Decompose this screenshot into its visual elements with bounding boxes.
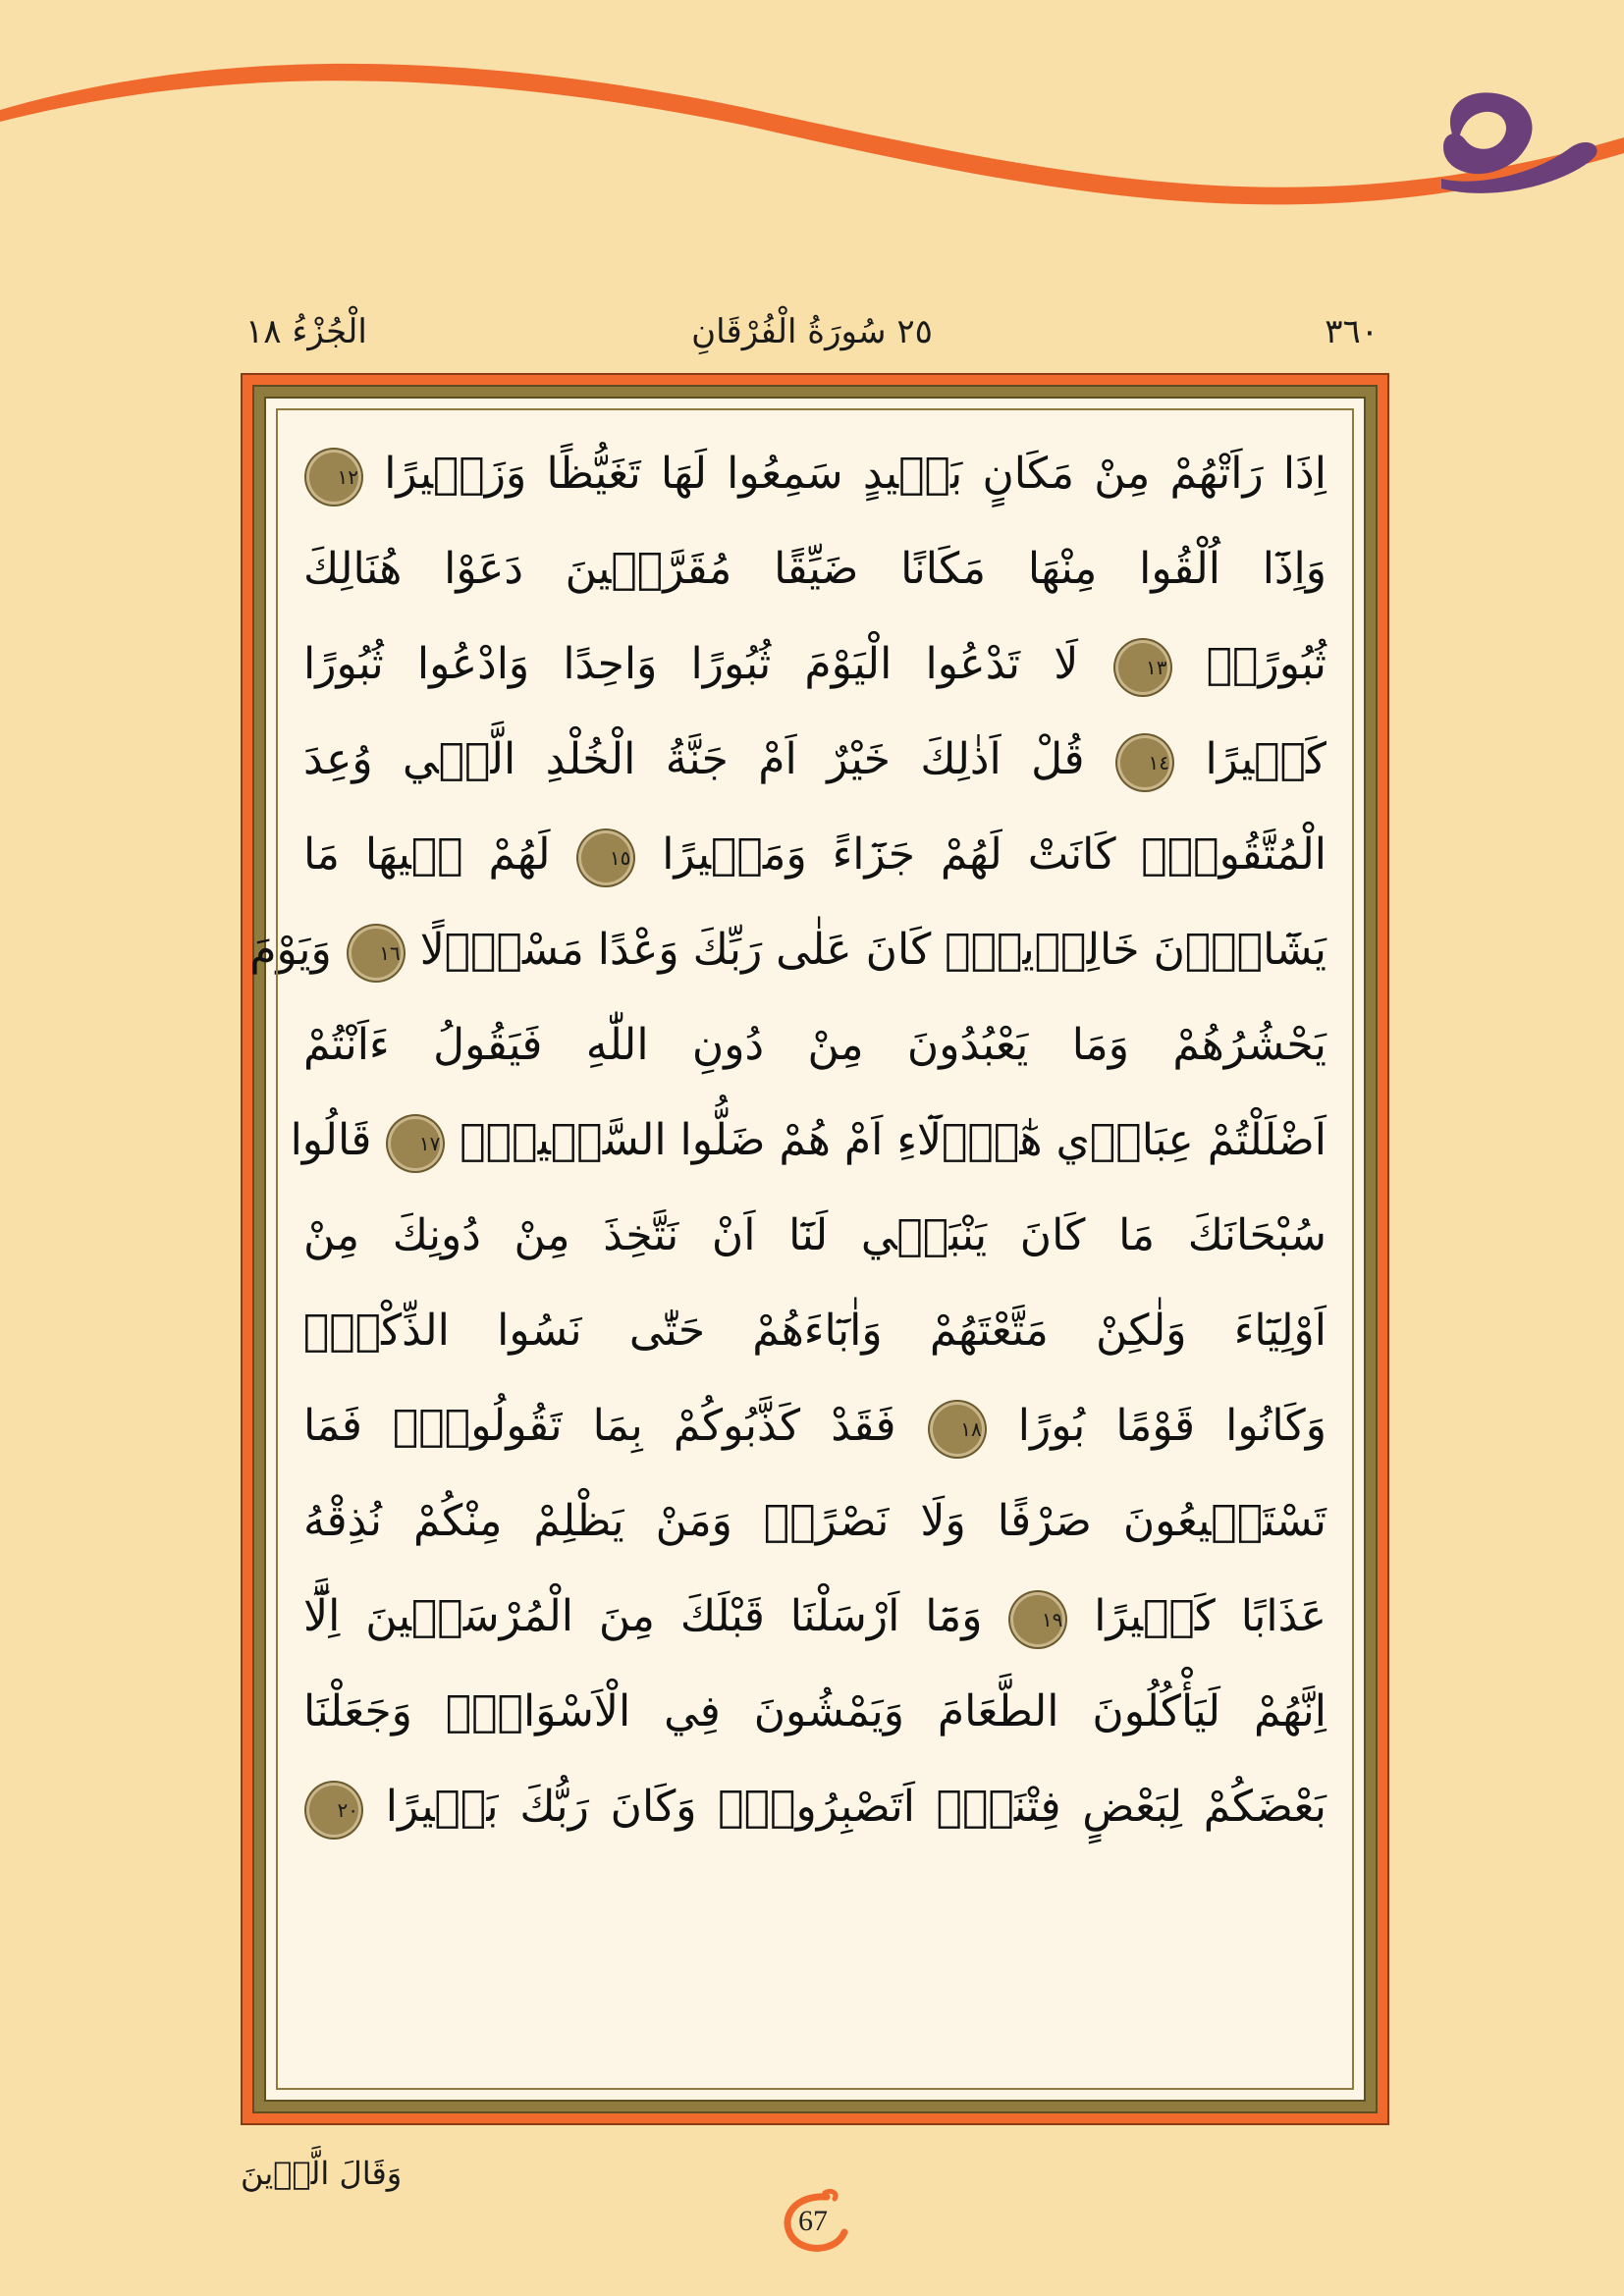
page-frame (241, 373, 1389, 2125)
verse-text: ثُبُورًاۜ (1206, 639, 1326, 689)
verse-text: الْمُتَّقُونَۜ كَانَتْ لَهُمْ جَزَٓاءً وَمَصٖيرًا (662, 829, 1326, 880)
verse-text: سُبْحَانَكَ مَا كَانَ يَنْبَغٖي لَنَٓا اَنْ نَتَّخِذَ مِنْ دُونِكَ مِنْ (303, 1210, 1326, 1260)
verse-line (298, 1378, 1332, 1473)
verse-line (298, 997, 1332, 1093)
verse-text: وَاِذَٓا اُلْقُوا مِنْهَا مَكَانًا ضَيِّقًا مُقَرَّنٖينَ دَعَوْا هُنَالِكَ (303, 544, 1326, 594)
verse-text: قَالُوا (290, 1115, 372, 1165)
verse-line (298, 1283, 1332, 1378)
verse-line (298, 426, 1332, 521)
text-panel (249, 397, 1366, 2102)
verse-line (298, 1664, 1332, 1759)
verse-text-area (249, 426, 1332, 2072)
ayah-number-marker: ١٩ (1013, 1595, 1062, 1644)
ayah-number-marker: ١٤ (1120, 738, 1169, 787)
ayah-number-marker: ١٣ (1118, 643, 1167, 692)
verse-text: وَيَوْمَ (249, 925, 332, 975)
verse-line (298, 712, 1332, 807)
ayah-number-marker: ١٦ (352, 929, 401, 978)
verse-text: بَعْضَكُمْ لِبَعْضٍ فِتْنَةًۜ اَتَصْبِرُونَۚ وَكَانَ رَبُّكَ بَصٖيرًا (385, 1782, 1326, 1832)
catchword: وَقَالَ الَّذٖينَ (241, 2155, 403, 2192)
footer-page-number: 67 (798, 2205, 828, 2237)
verse-text: اَضْلَلْتُمْ عِبَادٖي هٰٓؤُ۬لَٓاءِ اَمْ هُمْ ضَلُّوا السَّبٖيلَۜ (460, 1115, 1326, 1165)
ayah-number-marker: ١٥ (581, 833, 630, 882)
verse-line (298, 1569, 1332, 1664)
verse-text: لَهُمْ فٖيهَا مَا (303, 829, 551, 880)
verse-line (298, 521, 1332, 616)
verse-text: اَوْلِيَٓاءَ وَلٰكِنْ مَتَّعْتَهُمْ وَاٰبَٓاءَهُمْ حَتّٰى نَسُوا الذِّكْرَۚ (303, 1306, 1326, 1356)
ayah-number-marker: ١٨ (933, 1405, 982, 1454)
page-number: ٣٦٠ (1325, 312, 1379, 351)
top-swoosh-ornament (0, 0, 1624, 255)
verse-text: يَشَٓاؤُ۫نَ خَالِدٖينَۜ كَانَ عَلٰى رَبِّكَ وَعْدًا مَسْؤُ۫لًا (419, 925, 1326, 975)
verse-line (298, 1473, 1332, 1569)
ayah-number-marker: ١٢ (309, 453, 358, 502)
juz-label: الْجُزْءُ ١٨ (245, 312, 367, 351)
verse-text: عَذَابًا كَبٖيرًا (1094, 1591, 1326, 1641)
ayah-number-marker: ٢٠ (309, 1786, 358, 1835)
ayah-number-marker: ١٧ (391, 1119, 440, 1168)
surah-title: ٢٥ سُورَةُ الْفُرْقَانِ (691, 312, 933, 351)
verse-line (298, 616, 1332, 712)
page-header (245, 312, 1379, 361)
verse-line (249, 902, 1332, 997)
verse-line (298, 807, 1332, 902)
verse-text: اِنَّهُمْ لَيَأْكُلُونَ الطَّعَامَ وَيَمْشُونَ فِي الْاَسْوَاقِۜ وَجَعَلْنَا (303, 1686, 1326, 1736)
verse-text: لَا تَدْعُوا الْيَوْمَ ثُبُورًا وَاحِدًا وَادْعُوا ثُبُورًا (303, 639, 1079, 689)
verse-text: فَقَدْ كَذَّبُوكُمْ بِمَا تَقُولُونَۙ فَمَا (303, 1401, 896, 1451)
verse-line (298, 1188, 1332, 1283)
verse-line (290, 1093, 1332, 1188)
footer-page-marker (766, 2187, 860, 2256)
verse-text: وَكَانُوا قَوْمًا بُورًا (1017, 1401, 1326, 1451)
verse-text: كَثٖيرًا (1205, 734, 1326, 784)
verse-text: اِذَا رَاَتْهُمْ مِنْ مَكَانٍ بَعٖيدٍ سَمِعُوا لَهَا تَغَيُّظًا وَزَفٖيرًا (384, 449, 1326, 499)
verse-text: قُلْ اَذٰلِكَ خَيْرٌ اَمْ جَنَّةُ الْخُلْدِ الَّتٖي وُعِدَ (303, 734, 1085, 784)
verse-text: يَحْشُرُهُمْ وَمَا يَعْبُدُونَ مِنْ دُونِ اللّٰهِ فَيَقُولُ ءَاَنْتُمْ (303, 1020, 1326, 1070)
verse-text: تَسْتَطٖيعُونَ صَرْفًا وَلَا نَصْرًاۚ وَمَنْ يَظْلِمْ مِنْكُمْ نُذِقْهُ (303, 1496, 1326, 1546)
verse-line (298, 1759, 1332, 1854)
frame-olive-border (249, 385, 1378, 2113)
verse-text: وَمَٓا اَرْسَلْنَا قَبْلَكَ مِنَ الْمُرْسَلٖينَ اِلَّٓا (303, 1591, 983, 1641)
